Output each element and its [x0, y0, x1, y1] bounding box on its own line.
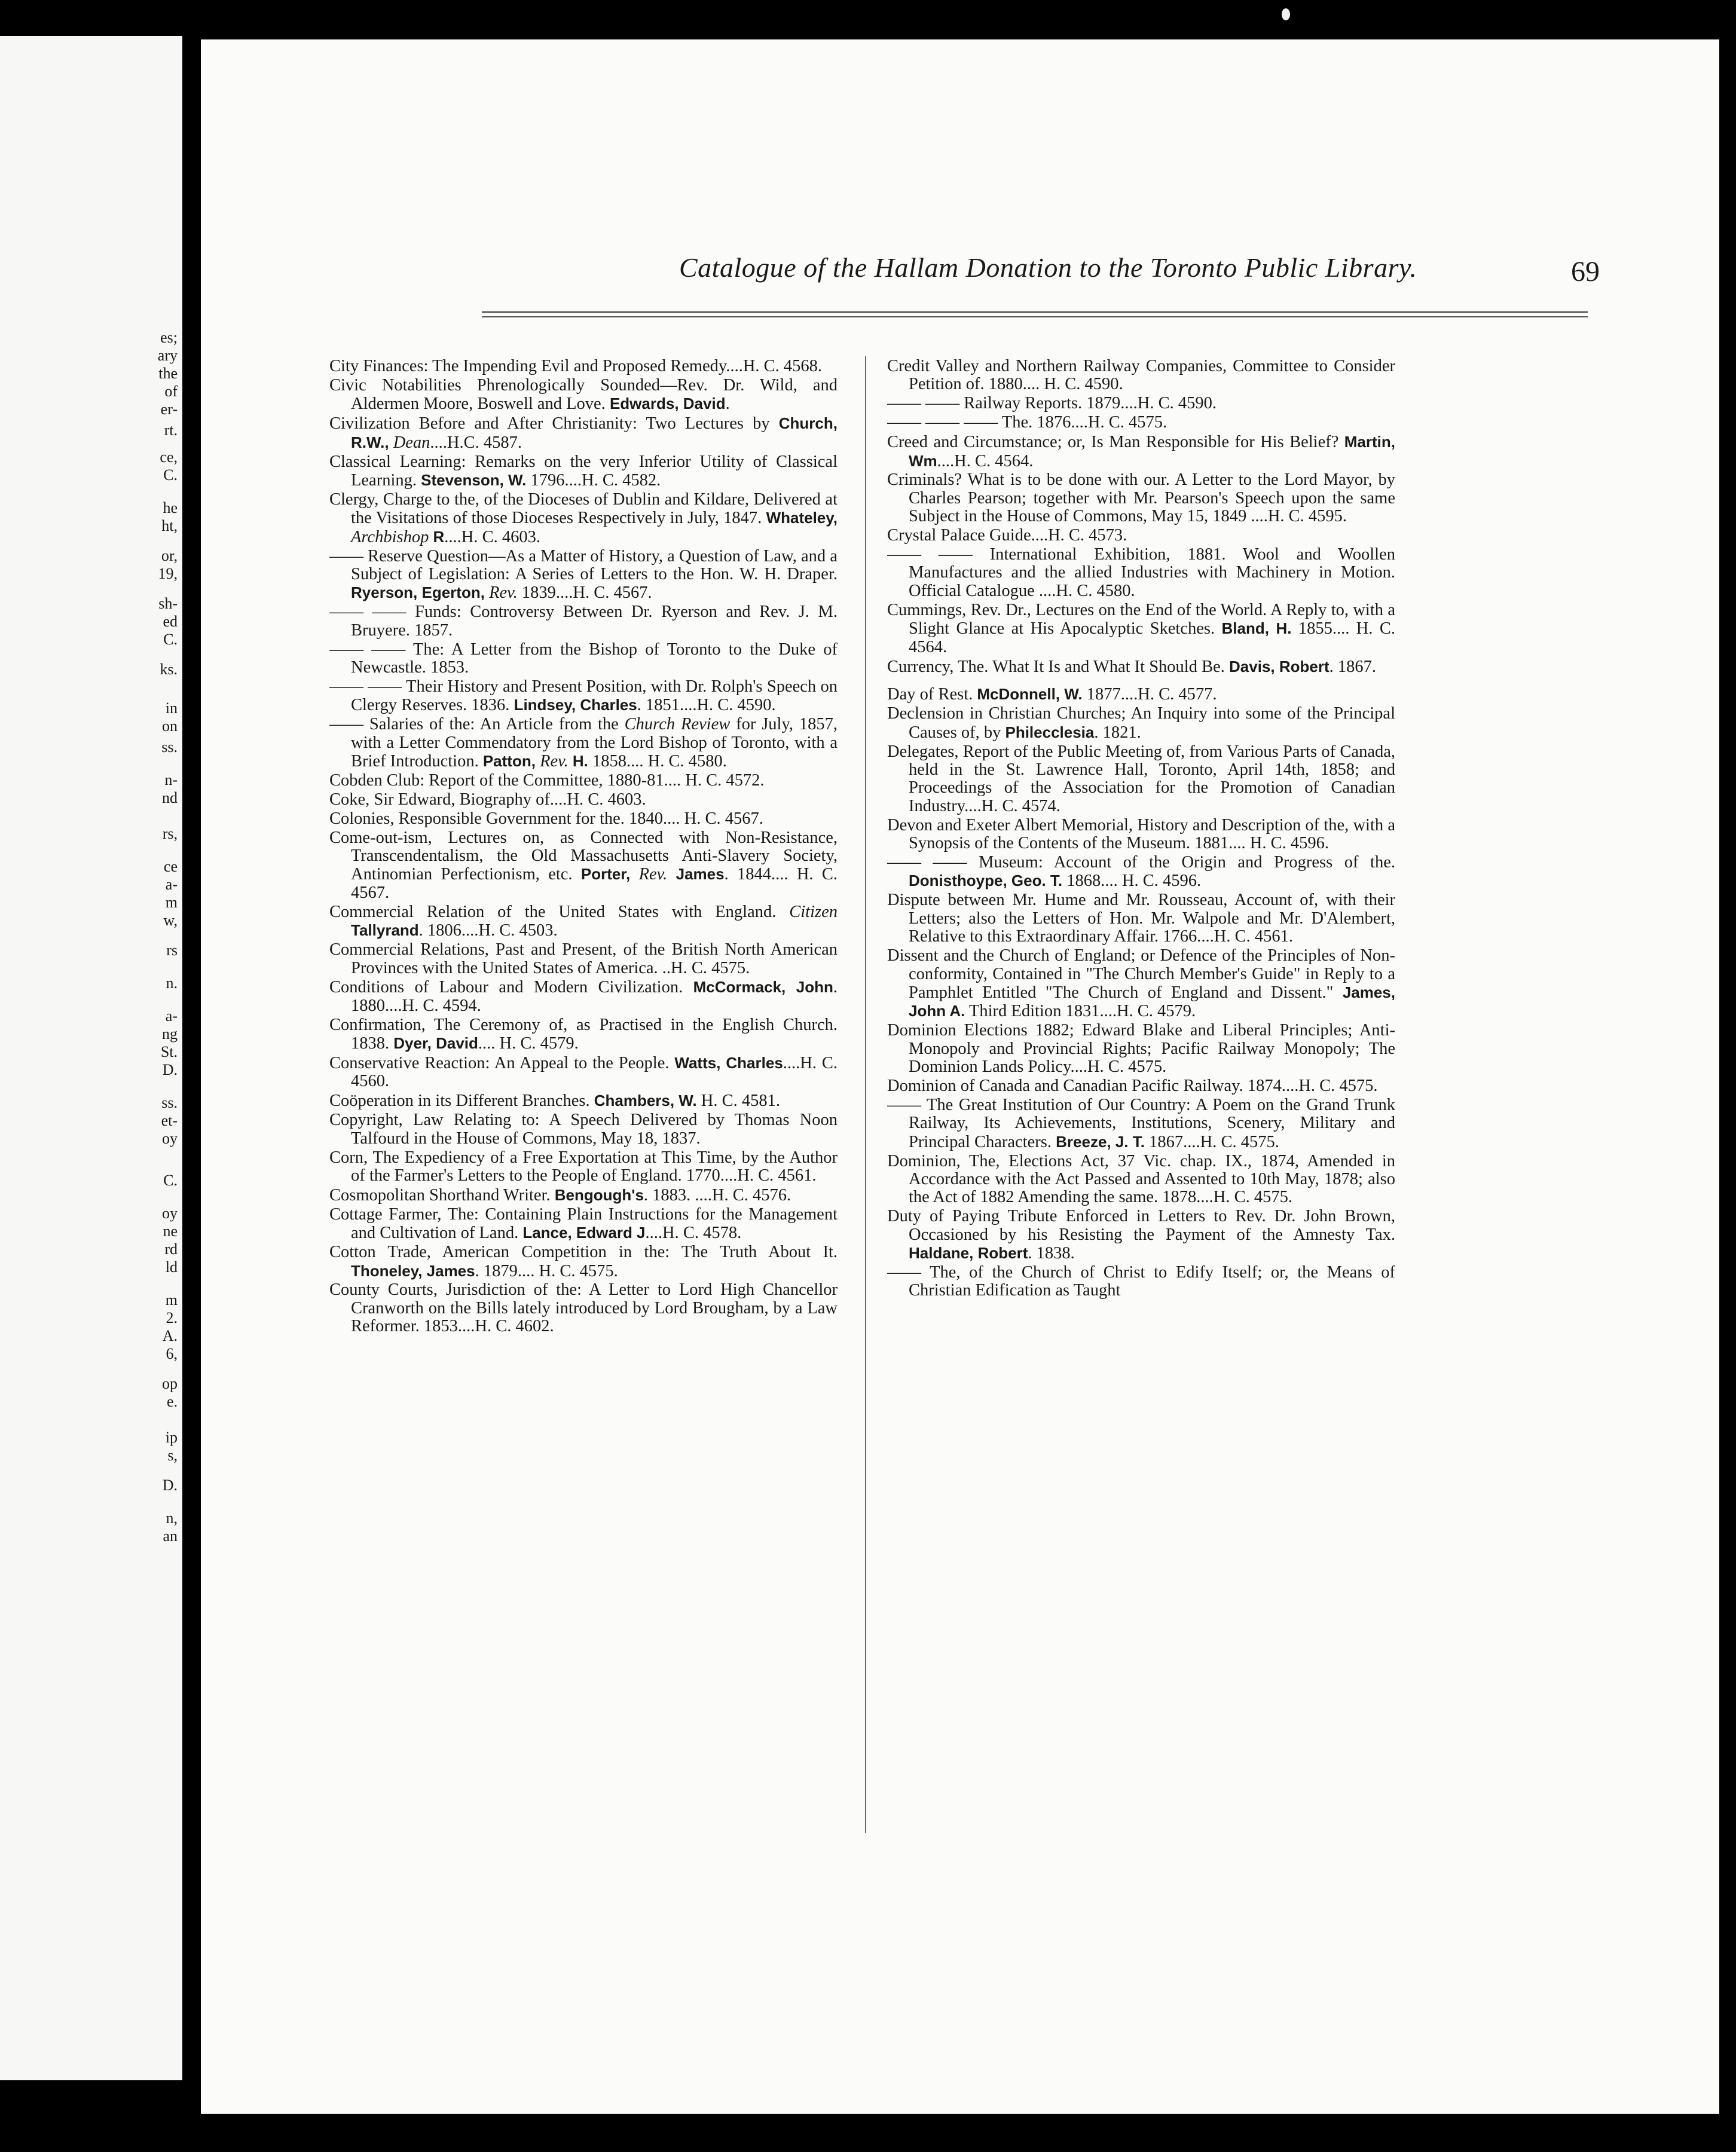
margin-fragment: et-	[161, 1112, 178, 1129]
entry-text: Creed and Circumstance; or, Is Man Responsible for His Belief?	[887, 433, 1344, 452]
catalogue-entry	[329, 1186, 838, 1205]
italic-text: Citizen	[789, 902, 838, 921]
catalogue-entry	[329, 978, 838, 1015]
margin-fragment: C.	[163, 466, 178, 484]
catalogue-entry	[887, 471, 1395, 525]
entry-text: Dominion, The, Elections Act, 37 Vic. chap. IX., 1874, Amended in Accordance with the Act Passed and Assented to 10th May, 1878; also the Act of 1882 Amending the same. 1878....H. C. 4575.	[887, 1151, 1395, 1207]
catalogue-entry	[329, 491, 838, 546]
entry-text: —— —— Museum: Account of the Origin and Progress of the.	[887, 853, 1395, 872]
catalogue-entry	[887, 685, 1395, 704]
margin-fragment: es;	[160, 329, 178, 346]
catalogue-entry	[329, 791, 838, 809]
entry-text: —— Salaries of the: An Article from the	[329, 715, 625, 734]
author-name: Breeze, J. T.	[1056, 1132, 1145, 1151]
margin-fragment: rs	[166, 941, 178, 959]
author-name: Patton,	[482, 752, 536, 771]
margin-fragment: nd	[162, 789, 178, 806]
margin-fragment: ne	[163, 1222, 178, 1240]
entry-text: . 1806....H. C. 4503.	[418, 921, 558, 940]
entry-text: —— The Great Institution of Our Country: A Poem on the Grand Trunk Railway, Its Achievements, Institutions, Scenery, Military and Principal Characters.	[887, 1095, 1395, 1151]
entry-text: Cosmopolitan Shorthand Writer.	[329, 1185, 555, 1205]
catalogue-entry	[887, 854, 1395, 891]
catalogue-entry	[329, 603, 838, 640]
entry-text: Civilization Before and After Christianity: Two Lectures by	[329, 414, 779, 433]
entry-text: 1877....H. C. 4577.	[1082, 685, 1217, 704]
catalogue-entry	[887, 947, 1395, 1021]
catalogue-entry	[329, 829, 838, 903]
catalogue-entry	[329, 903, 838, 940]
italic-text: Church Review	[624, 715, 731, 734]
margin-fragment: ary	[157, 347, 178, 364]
entry-text: Commercial Relation of the United States with England.	[329, 902, 790, 921]
margin-fragment: A.	[162, 1327, 178, 1344]
entry-text: 1855.... H. C. 4564.	[909, 619, 1395, 656]
margin-fragment: ed	[163, 613, 178, 630]
entry-text	[485, 583, 489, 602]
entry-text	[389, 433, 393, 452]
entry-text: Cotton Trade, American Competition in the: The Truth About It.	[329, 1243, 838, 1262]
margin-fragment: s,	[167, 1447, 178, 1464]
catalogue-entry	[887, 1208, 1395, 1263]
margin-fragment: oy	[162, 1130, 178, 1147]
entry-text: Clergy, Charge to the, of the Dioceses of Dublin and Kildare, Delivered at the Visitations of those Dioceses Respectively in July, 1847.	[329, 490, 838, 528]
margin-fragment: m	[165, 1291, 178, 1309]
margin-fragment: a-	[165, 1007, 178, 1025]
entry-text: County Courts, Jurisdiction of the: A Letter to Lord High Chancellor Cranworth on the Bills lately introduced by Lord Brougham, by a Law Reformer. 1853....H. C. 4602.	[329, 1280, 838, 1336]
entry-text: —— —— Railway Reports. 1879....H. C. 4590.	[887, 394, 1217, 413]
entry-text: . 1821.	[1094, 723, 1141, 742]
entry-text: ....H. C. 4560.	[351, 1054, 838, 1091]
author-name: Lindsey, Charles	[514, 696, 637, 714]
entry-text: Dominion of Canada and Canadian Pacific Railway. 1874....H. C. 4575.	[887, 1076, 1378, 1095]
entry-text: Currency, The. What It Is and What It Should Be.	[887, 657, 1229, 676]
entry-text: . 1838.	[1028, 1244, 1075, 1263]
entry-text: Dissent and the Church of England; or Defence of the Principles of Non-conformity, Contained in "The Church Member's Guide" in Reply to a Pamphlet Entitled "The Church of England and Dissent."	[887, 946, 1395, 1002]
margin-fragment: oy	[162, 1205, 178, 1222]
margin-fragment: ld	[165, 1258, 178, 1276]
margin-fragment: D.	[162, 1477, 178, 1494]
margin-fragment: w,	[163, 912, 178, 929]
entry-text: ....H.C. 4587.	[430, 433, 522, 452]
entry-text: 1796....H. C. 4582.	[526, 470, 661, 490]
entry-text	[536, 752, 540, 771]
author-name: Dyer, David	[393, 1034, 478, 1053]
catalogue-column-left	[329, 357, 838, 1828]
margin-fragment: 6,	[166, 1345, 178, 1362]
author-name: Donisthoype, Geo. T.	[909, 872, 1063, 890]
catalogue-entry	[329, 453, 838, 490]
margin-fragment: n,	[166, 1509, 178, 1527]
author-name: Bland, H.	[1221, 619, 1292, 638]
entry-text: —— —— The: A Letter from the Bishop of Toronto to the Duke of Newcastle. 1853.	[329, 640, 838, 677]
margin-fragment: op	[162, 1375, 178, 1392]
catalogue-entry	[887, 433, 1395, 470]
catalogue-entry	[329, 678, 838, 715]
entry-text: Classical Learning: Remarks on the very Inferior Utility of Classical Learning.	[329, 452, 838, 490]
entry-text: . 1883. ....H. C. 4576.	[643, 1185, 791, 1205]
margin-fragment: 19,	[158, 565, 178, 582]
entry-text: Cummings, Rev. Dr., Lectures on the End of the World. A Reply to, with a Slight Glance at His Apocalyptic Sketches.	[887, 600, 1395, 638]
catalogue-entry	[887, 601, 1395, 656]
italic-text: Rev.	[489, 583, 518, 603]
author-name: Davis, Robert	[1229, 657, 1329, 675]
catalogue-entry	[329, 1149, 838, 1185]
catalogue-entry	[887, 817, 1395, 853]
margin-fragment: ip	[165, 1429, 178, 1446]
entry-text	[630, 865, 638, 884]
catalogue-column-right	[887, 357, 1395, 1828]
margin-fragment: D.	[162, 1061, 178, 1078]
margin-fragment: ce,	[160, 448, 178, 466]
entry-text: Colonies, Responsible Government for the. 1840.... H. C. 4567.	[329, 809, 763, 828]
margin-fragment: St.	[160, 1043, 178, 1060]
italic-text: Archbishop	[351, 527, 429, 546]
italic-text: Rev.	[638, 865, 668, 884]
entry-text: ....H. C. 4564.	[937, 451, 1034, 470]
catalogue-entry	[887, 1022, 1395, 1076]
margin-fragment: ht,	[161, 517, 178, 534]
margin-fragment: in	[165, 699, 178, 717]
author-name: Stevenson, W.	[421, 470, 527, 489]
catalogue-entry	[887, 546, 1395, 600]
entry-text: Criminals? What is to be done with our. A Letter to the Lord Mayor, by Charles Pearson; together with Mr. Pearson's Speech upon the same Subject in the House of Commons, May 15, 1849 ....H. C. 4595.	[887, 470, 1395, 526]
author-name: Thoneley, James	[351, 1261, 475, 1280]
margin-fragment: an	[163, 1527, 178, 1545]
catalogue-entry	[329, 1243, 838, 1280]
author-name: Chambers, W.	[594, 1092, 697, 1110]
author-name: McCormack, John	[693, 978, 833, 996]
entry-text: Dominion Elections 1882; Edward Blake and Liberal Principles; Anti-Monopoly and Provincial Rights; Pacific Railway Monopoly; The Dominion Lands Policy....H. C. 4575.	[887, 1021, 1395, 1077]
entry-text: —— —— —— The. 1876....H. C. 4575.	[887, 413, 1167, 432]
italic-text: Dean	[393, 433, 430, 452]
catalogue-entry	[329, 716, 838, 771]
entry-text	[569, 752, 573, 771]
entry-text: ....H. C. 4603.	[444, 527, 540, 546]
margin-fragment: rs,	[162, 825, 178, 842]
entry-text: Coke, Sir Edward, Biography of....H. C. 4603.	[329, 790, 646, 809]
catalogue-entry	[329, 1054, 838, 1091]
entry-text: Come-out-ism, Lectures on, as Connected with Non-Resistance, Transcendentalism, the Old Massachusetts Anti-Slavery Society, Antinomian Perfectionism, etc.	[329, 828, 838, 884]
entry-text: Dispute between Mr. Hume and Mr. Rousseau, Account of, with their Letters; also the Letters of Hon. Mr. Walpole and Mr. D'Alembert, Relative to this Extraordinary Affair. 1766....H. C. 4561.	[887, 891, 1395, 946]
entry-text: ....H. C. 4578.	[645, 1224, 742, 1243]
catalogue-entry	[887, 705, 1395, 742]
entry-text: Declension in Christian Churches; An Inquiry into some of the Principal Causes of, by	[887, 704, 1395, 742]
author-name: Bengough's	[554, 1185, 644, 1204]
catalogue-entry	[329, 941, 838, 977]
entry-text: Third Edition 1831....H. C. 4579.	[965, 1002, 1196, 1021]
author-name: Martin, Wm	[909, 433, 1395, 470]
catalogue-entry	[887, 395, 1395, 412]
margin-fragment: he	[163, 499, 178, 516]
entry-text: Credit Valley and Northern Railway Companies, Committee to Consider Petition of. 1880.... H. C. 4590.	[887, 357, 1395, 394]
catalogue-entry	[887, 891, 1395, 946]
catalogue-entry	[329, 772, 838, 790]
catalogue-entry	[329, 414, 838, 452]
margin-fragment: n-	[164, 771, 178, 788]
author-name: McDonnell, W.	[977, 685, 1083, 704]
entry-text: Commercial Relations, Past and Present, of the British North American Provinces with the United States of America. ..H. C. 4575.	[329, 940, 838, 977]
margin-fragment: the	[158, 365, 178, 382]
page-number: 69	[1571, 256, 1600, 288]
entry-text: .	[725, 395, 730, 414]
catalogue-entry	[887, 527, 1395, 545]
entry-text: —— —— Funds: Controversy Between Dr. Ryerson and Rev. J. M. Bruyere. 1857.	[329, 603, 838, 640]
catalogue-entry	[329, 548, 838, 603]
entry-text: —— Reserve Question—As a Matter of History, a Question of Law, and a Subject of Legislation: A Series of Letters to the Hon. W. H. Draper.	[329, 546, 838, 583]
entry-text: —— —— Their History and Present Position, with Dr. Rolph's Speech on Clergy Reserves. 1836.	[329, 677, 838, 715]
author-name: Whateley,	[766, 509, 838, 527]
entry-text: Delegates, Report of the Public Meeting of, from Various Parts of Canada, held in the St. Lawrence Hall, Toronto, April 14th, 1858; and Proceedings of the Association for the Promotion of Canadian Industry....H. C. 4574.	[887, 742, 1395, 815]
author-name: Edwards, David	[609, 395, 726, 413]
author-name: Philecclesia	[1005, 723, 1095, 741]
catalogue-page	[201, 39, 1719, 2114]
entry-text: . 1867.	[1329, 657, 1376, 676]
margin-fragment: rt.	[164, 421, 178, 439]
entry-text: H. C. 4581.	[696, 1092, 780, 1111]
column-divider	[865, 356, 866, 1833]
margin-fragment: e.	[166, 1393, 178, 1410]
catalogue-entry	[329, 1092, 838, 1110]
entry-text: .... H. C. 4579.	[478, 1034, 579, 1053]
catalogue-entry	[329, 1206, 838, 1243]
author-name: H.	[572, 752, 588, 771]
entry-text: City Finances: The Impending Evil and Proposed Remedy....H. C. 4568.	[329, 357, 823, 375]
margin-fragment: m	[165, 894, 178, 911]
author-name: Tallyrand	[351, 921, 419, 940]
entry-text: Crystal Palace Guide....H. C. 4573.	[887, 526, 1127, 545]
entry-text: Cottage Farmer, The: Containing Plain Instructions for the Management and Cultivation of Land.	[329, 1205, 838, 1243]
entry-text: . 1879.... H. C. 4575.	[475, 1261, 618, 1280]
margin-fragment: on	[162, 717, 178, 735]
author-name: Church, R.W.,	[351, 414, 838, 451]
catalogue-entry	[329, 1016, 838, 1053]
entry-text: . 1880....H. C. 4594.	[351, 978, 838, 1015]
entry-text: 1867....H. C. 4575.	[1144, 1132, 1279, 1151]
entry-text: for July, 1857, with a Letter Commendatory from the Lord Bishop of Toronto, with a Brief Introduction.	[351, 715, 838, 771]
margin-fragment: a-	[165, 876, 178, 893]
entry-text: —— The, of the Church of Christ to Edify Itself; or, the Means of Christian Edification as Taught	[887, 1263, 1395, 1300]
header-rule	[482, 311, 1588, 313]
margin-fragment: ss.	[161, 738, 178, 756]
entry-text: Devon and Exeter Albert Memorial, History and Description of the, with a Synopsis of the Contents of the Museum. 1881.... H. C. 4596.	[887, 815, 1395, 853]
catalogue-entry	[329, 1281, 838, 1335]
entry-text: Copyright, Law Relating to: A Speech Delivered by Thomas Noon Talfourd in the House of Commons, May 18, 1837.	[329, 1111, 838, 1148]
adjacent-page-edge	[0, 36, 182, 2080]
margin-fragment: er-	[160, 401, 178, 418]
margin-fragment: 2.	[166, 1309, 178, 1326]
entry-text: Day of Rest.	[887, 685, 977, 704]
entry-text: Corn, The Expediency of a Free Exportation at This Time, by the Author of the Farmer's Letters to the People of England. 1770....H. C. 4561.	[329, 1148, 838, 1185]
entry-text: 1858.... H. C. 4580.	[588, 752, 727, 771]
entry-text: Duty of Paying Tribute Enforced in Letters to Rev. Dr. John Brown, Occasioned by his Resisting the Payment of the Amnesty Tax.	[887, 1207, 1395, 1244]
margin-fragment: C.	[163, 1172, 178, 1189]
entry-text: Cobden Club: Report of the Committee, 1880-81.... H. C. 4572.	[329, 771, 765, 790]
margin-fragment: sh-	[158, 595, 178, 612]
catalogue-entry	[329, 641, 838, 677]
margin-fragment: ks.	[160, 661, 178, 678]
catalogue-entry	[329, 810, 838, 828]
author-name: R	[433, 527, 445, 546]
catalogue-entry	[329, 1111, 838, 1148]
catalogue-entry	[887, 658, 1395, 676]
entry-text: . 1844.... H. C. 4567.	[351, 865, 838, 902]
margin-fragment: C.	[163, 631, 178, 648]
entry-text: Coöperation in its Different Branches.	[329, 1092, 594, 1111]
catalogue-entry	[887, 1264, 1395, 1300]
entry-text: 1839....H. C. 4567.	[517, 583, 652, 603]
author-name: Watts, Charles	[674, 1054, 783, 1072]
catalogue-entry	[887, 1077, 1395, 1095]
author-name: Haldane, Robert	[909, 1244, 1028, 1263]
author-name: James	[676, 865, 725, 884]
author-name: Porter,	[580, 865, 631, 884]
entry-text: 1868.... H. C. 4596.	[1062, 872, 1202, 891]
margin-fragment: n.	[166, 974, 178, 992]
italic-text: Rev.	[540, 752, 569, 771]
entry-text: Conservative Reaction: An Appeal to the People.	[329, 1054, 675, 1073]
catalogue-entry	[887, 743, 1395, 816]
entry-text	[667, 865, 676, 884]
margin-fragment: ng	[162, 1025, 178, 1043]
entry-text: . 1851....H. C. 4590.	[637, 696, 776, 715]
margin-fragment: of	[164, 383, 178, 400]
page-speck	[1282, 8, 1290, 20]
entry-text: Confirmation, The Ceremony of, as Practised in the English Church. 1838.	[329, 1015, 838, 1053]
catalogue-entry	[887, 1153, 1395, 1207]
author-name: Lance, Edward J	[522, 1224, 646, 1242]
catalogue-entry	[887, 357, 1395, 394]
catalogue-entry	[329, 357, 838, 375]
margin-fragment: or,	[161, 547, 178, 564]
author-name: Ryerson, Egerton,	[351, 583, 485, 602]
running-title: Catalogue of the Hallam Donation to the Toronto Public Library.	[679, 252, 1417, 283]
section-gap	[887, 677, 1395, 685]
catalogue-entry	[887, 414, 1395, 432]
catalogue-entry	[887, 1096, 1395, 1151]
entry-text: Civic Notabilities Phrenologically Sounded—Rev. Dr. Wild, and Aldermen Moore, Boswell and Love.	[329, 375, 838, 414]
header-rule	[482, 316, 1588, 317]
catalogue-entry	[329, 377, 838, 414]
entry-text: —— —— International Exhibition, 1881. Wool and Woollen Manufactures and the allied Industries with Machinery in Motion. Official Catalogue ....H. C. 4580.	[887, 545, 1395, 600]
page-header	[482, 252, 1600, 317]
margin-fragment: ce	[163, 858, 178, 875]
author-name: James, John A.	[909, 983, 1395, 1020]
entry-text: Conditions of Labour and Modern Civilization.	[329, 978, 693, 997]
margin-fragment: ss.	[161, 1094, 178, 1111]
margin-fragment: rd	[164, 1240, 178, 1258]
